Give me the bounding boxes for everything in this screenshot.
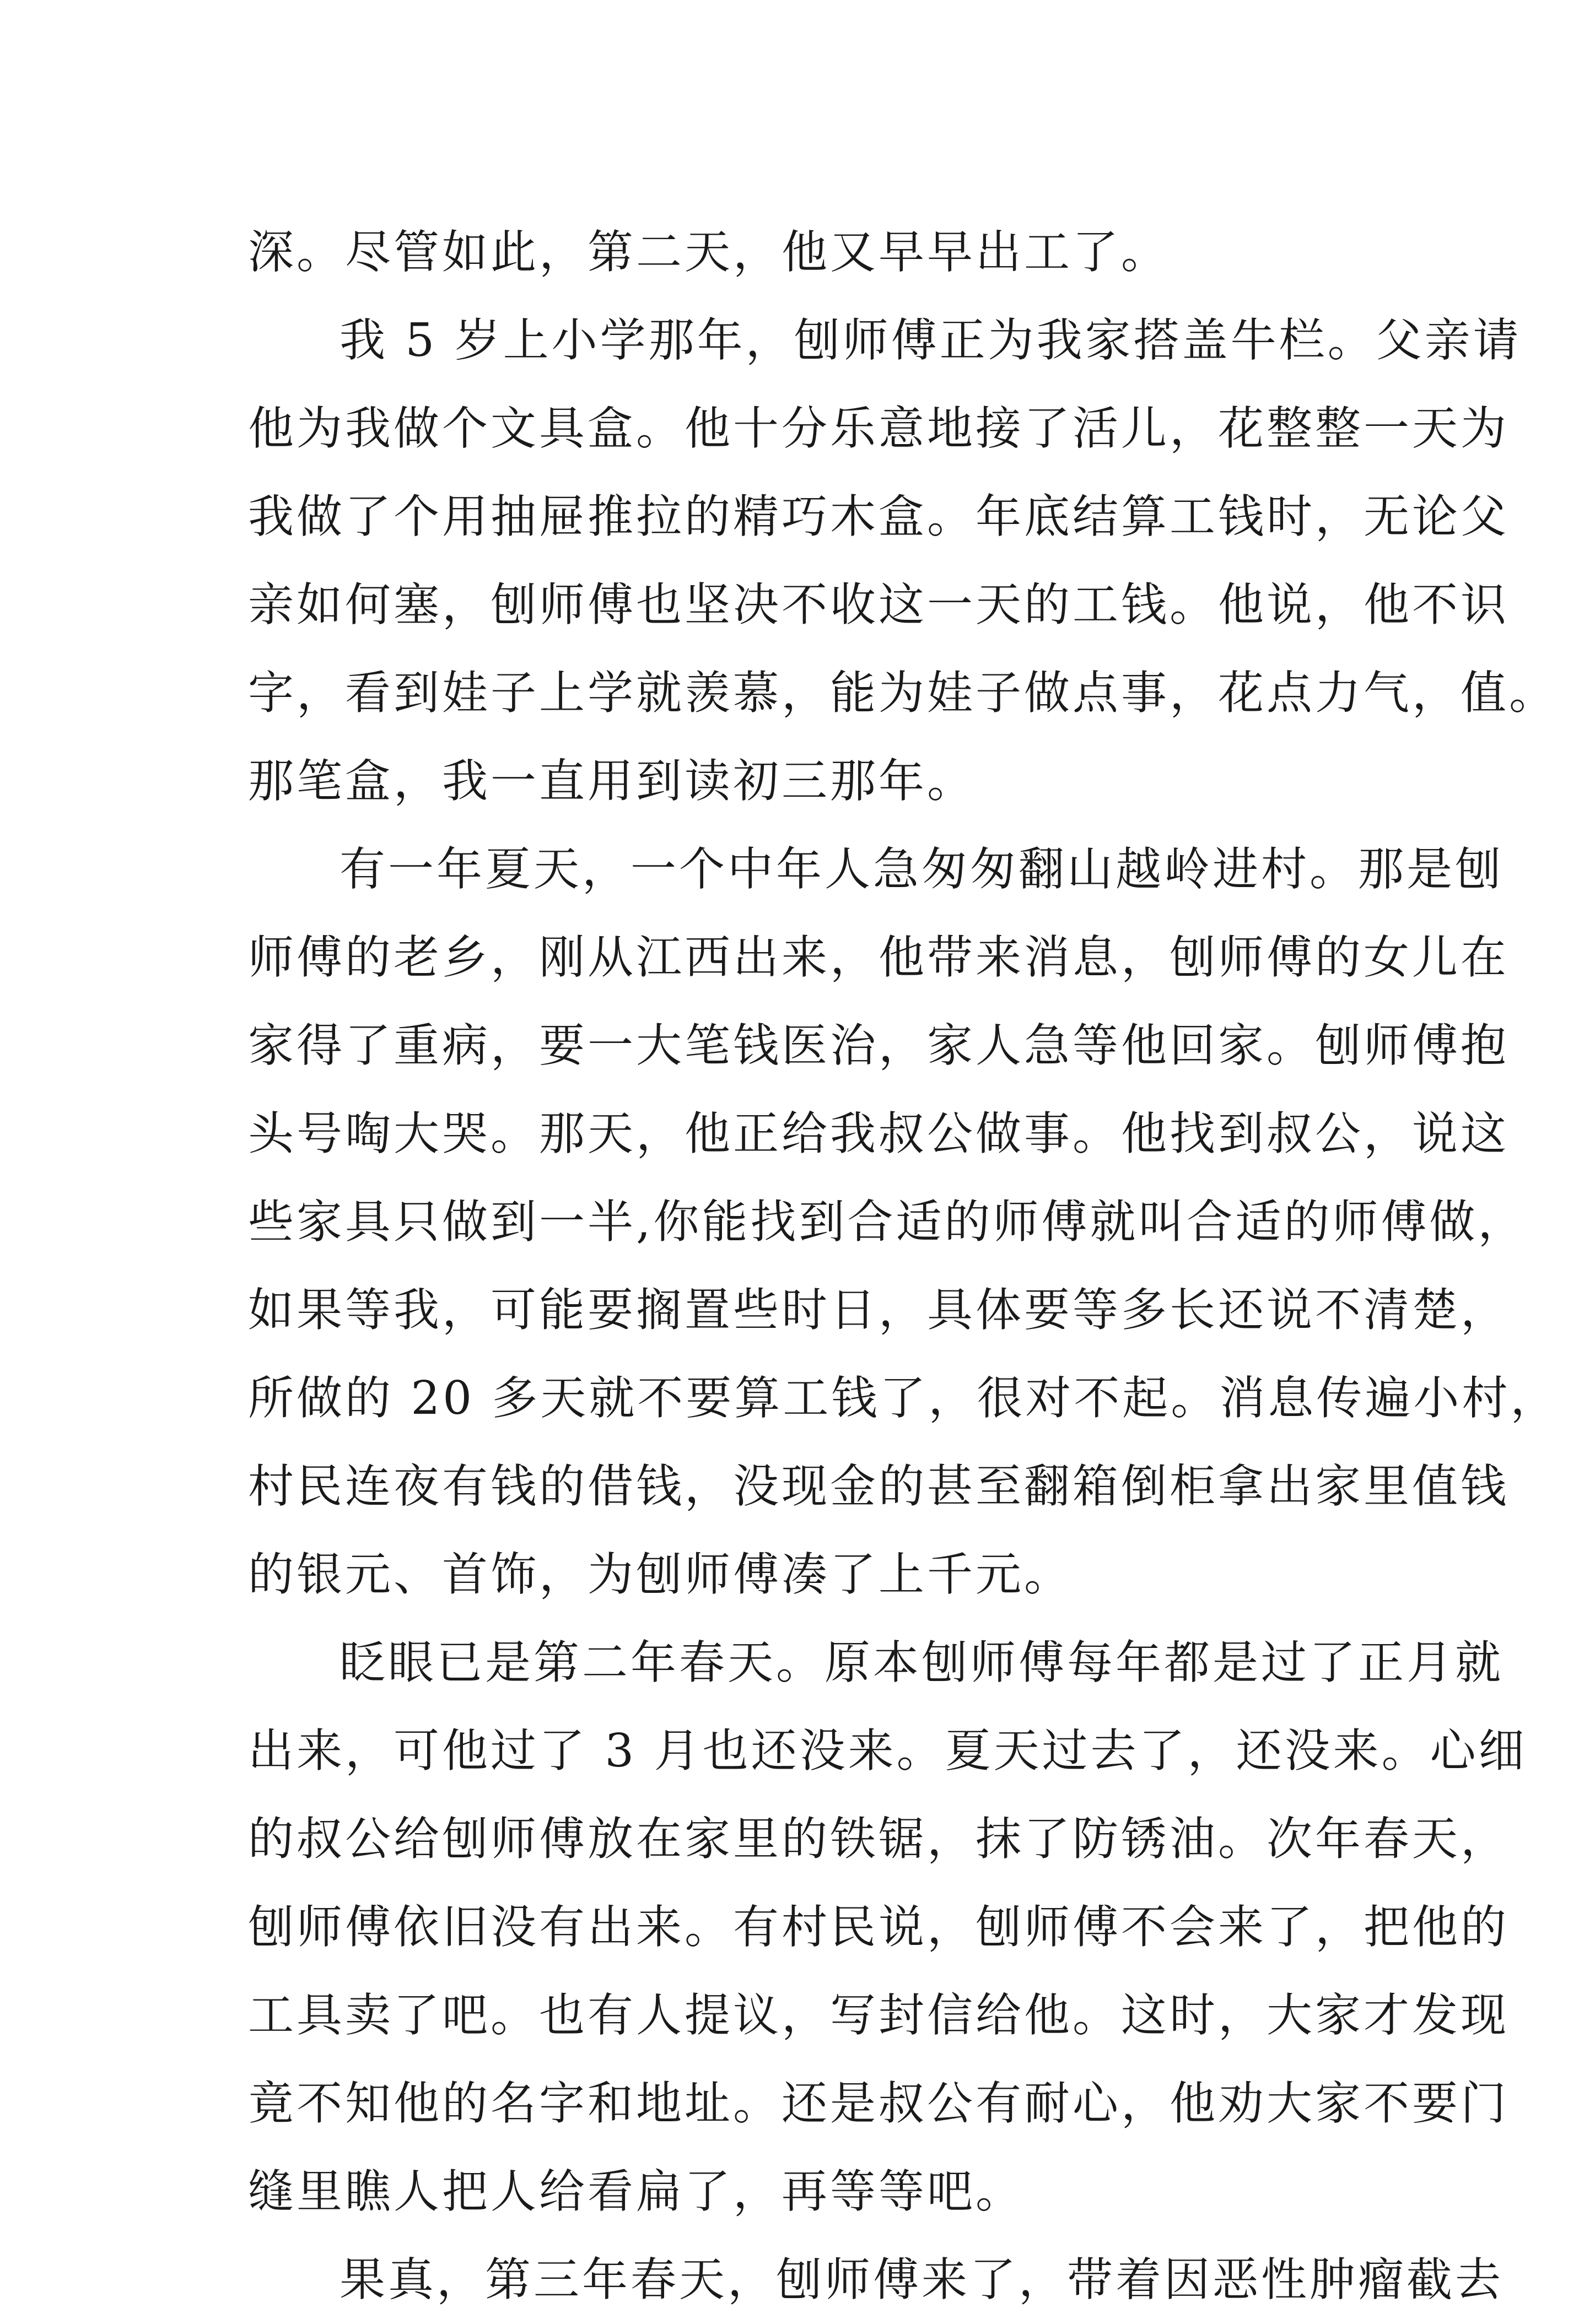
body-text — [248, 208, 1559, 2324]
text-line: 头号啕大哭。那天，他正给我叔公做事。他找到叔公，说这 — [248, 1107, 1509, 1160]
paragraph-start-line: 果真，第三年春天，刨师傅来了，带着因恶性肿瘤截去 — [340, 2253, 1504, 2306]
text-line: 他为我做个文具盒。他十分乐意地接了活儿，花整整一天为 — [248, 402, 1509, 455]
text-line: 字，看到娃子上学就羡慕，能为娃子做点事，花点力气，值。 — [248, 666, 1558, 720]
text-line: 那笔盒，我一直用到读初三那年。 — [248, 754, 976, 808]
text-line: 的叔公给刨师傅放在家里的铁锯，抹了防锈油。次年春天， — [248, 1812, 1509, 1866]
text-line: 村民连夜有钱的借钱，没现金的甚至翻箱倒柜拿出家里值钱 — [248, 1460, 1509, 1513]
text-line: 出来，可他过了 3 月也还没来。夏天过去了，还没来。心细 — [248, 1724, 1527, 1777]
text-line: 刨师傅依旧没有出来。有村民说，刨师傅不会来了，把他的 — [248, 1900, 1509, 1954]
text-line: 些家具只做到一半,你能找到合适的师傅就叫合适的师傅做， — [248, 1195, 1527, 1249]
paragraph-start-line: 我 5 岁上小学那年，刨师傅正为我家搭盖牛栏。父亲请 — [340, 314, 1522, 367]
paragraph-start-line: 有一年夏天，一个中年人急匆匆翻山越岭进村。那是刨 — [340, 842, 1504, 896]
text-line: 我做了个用抽屉推拉的精巧木盒。年底结算工钱时，无论父 — [248, 490, 1509, 543]
text-line: 缝里瞧人把人给看扁了，再等等吧。 — [248, 2165, 1024, 2218]
text-line: 所做的 20 多天就不要算工钱了，很对不起。消息传遍小村， — [248, 1371, 1559, 1425]
text-line: 深。尽管如此，第二天，他又早早出工了。 — [248, 225, 1170, 279]
text-line: 工具卖了吧。也有人提议，写封信给他。这时，大家才发现 — [248, 1988, 1509, 2042]
paragraph-start-line: 眨眼已是第二年春天。原本刨师傅每年都是过了正月就 — [340, 1636, 1504, 1689]
text-line: 的银元、首饰，为刨师傅凑了上千元。 — [248, 1548, 1073, 1601]
text-line: 师傅的老乡，刚从江西出来，他带来消息，刨师傅的女儿在 — [248, 931, 1509, 984]
text-line: 竟不知他的名字和地址。还是叔公有耐心，他劝大家不要门 — [248, 2077, 1509, 2130]
text-line: 家得了重病，要一大笔钱医治，家人急等他回家。刨师傅抱 — [248, 1019, 1509, 1072]
text-line: 如果等我，可能要搁置些时日，具体要等多长还说不清楚， — [248, 1283, 1509, 1337]
text-line: 亲如何塞，刨师傅也坚决不收这一天的工钱。他说，他不识 — [248, 578, 1509, 631]
